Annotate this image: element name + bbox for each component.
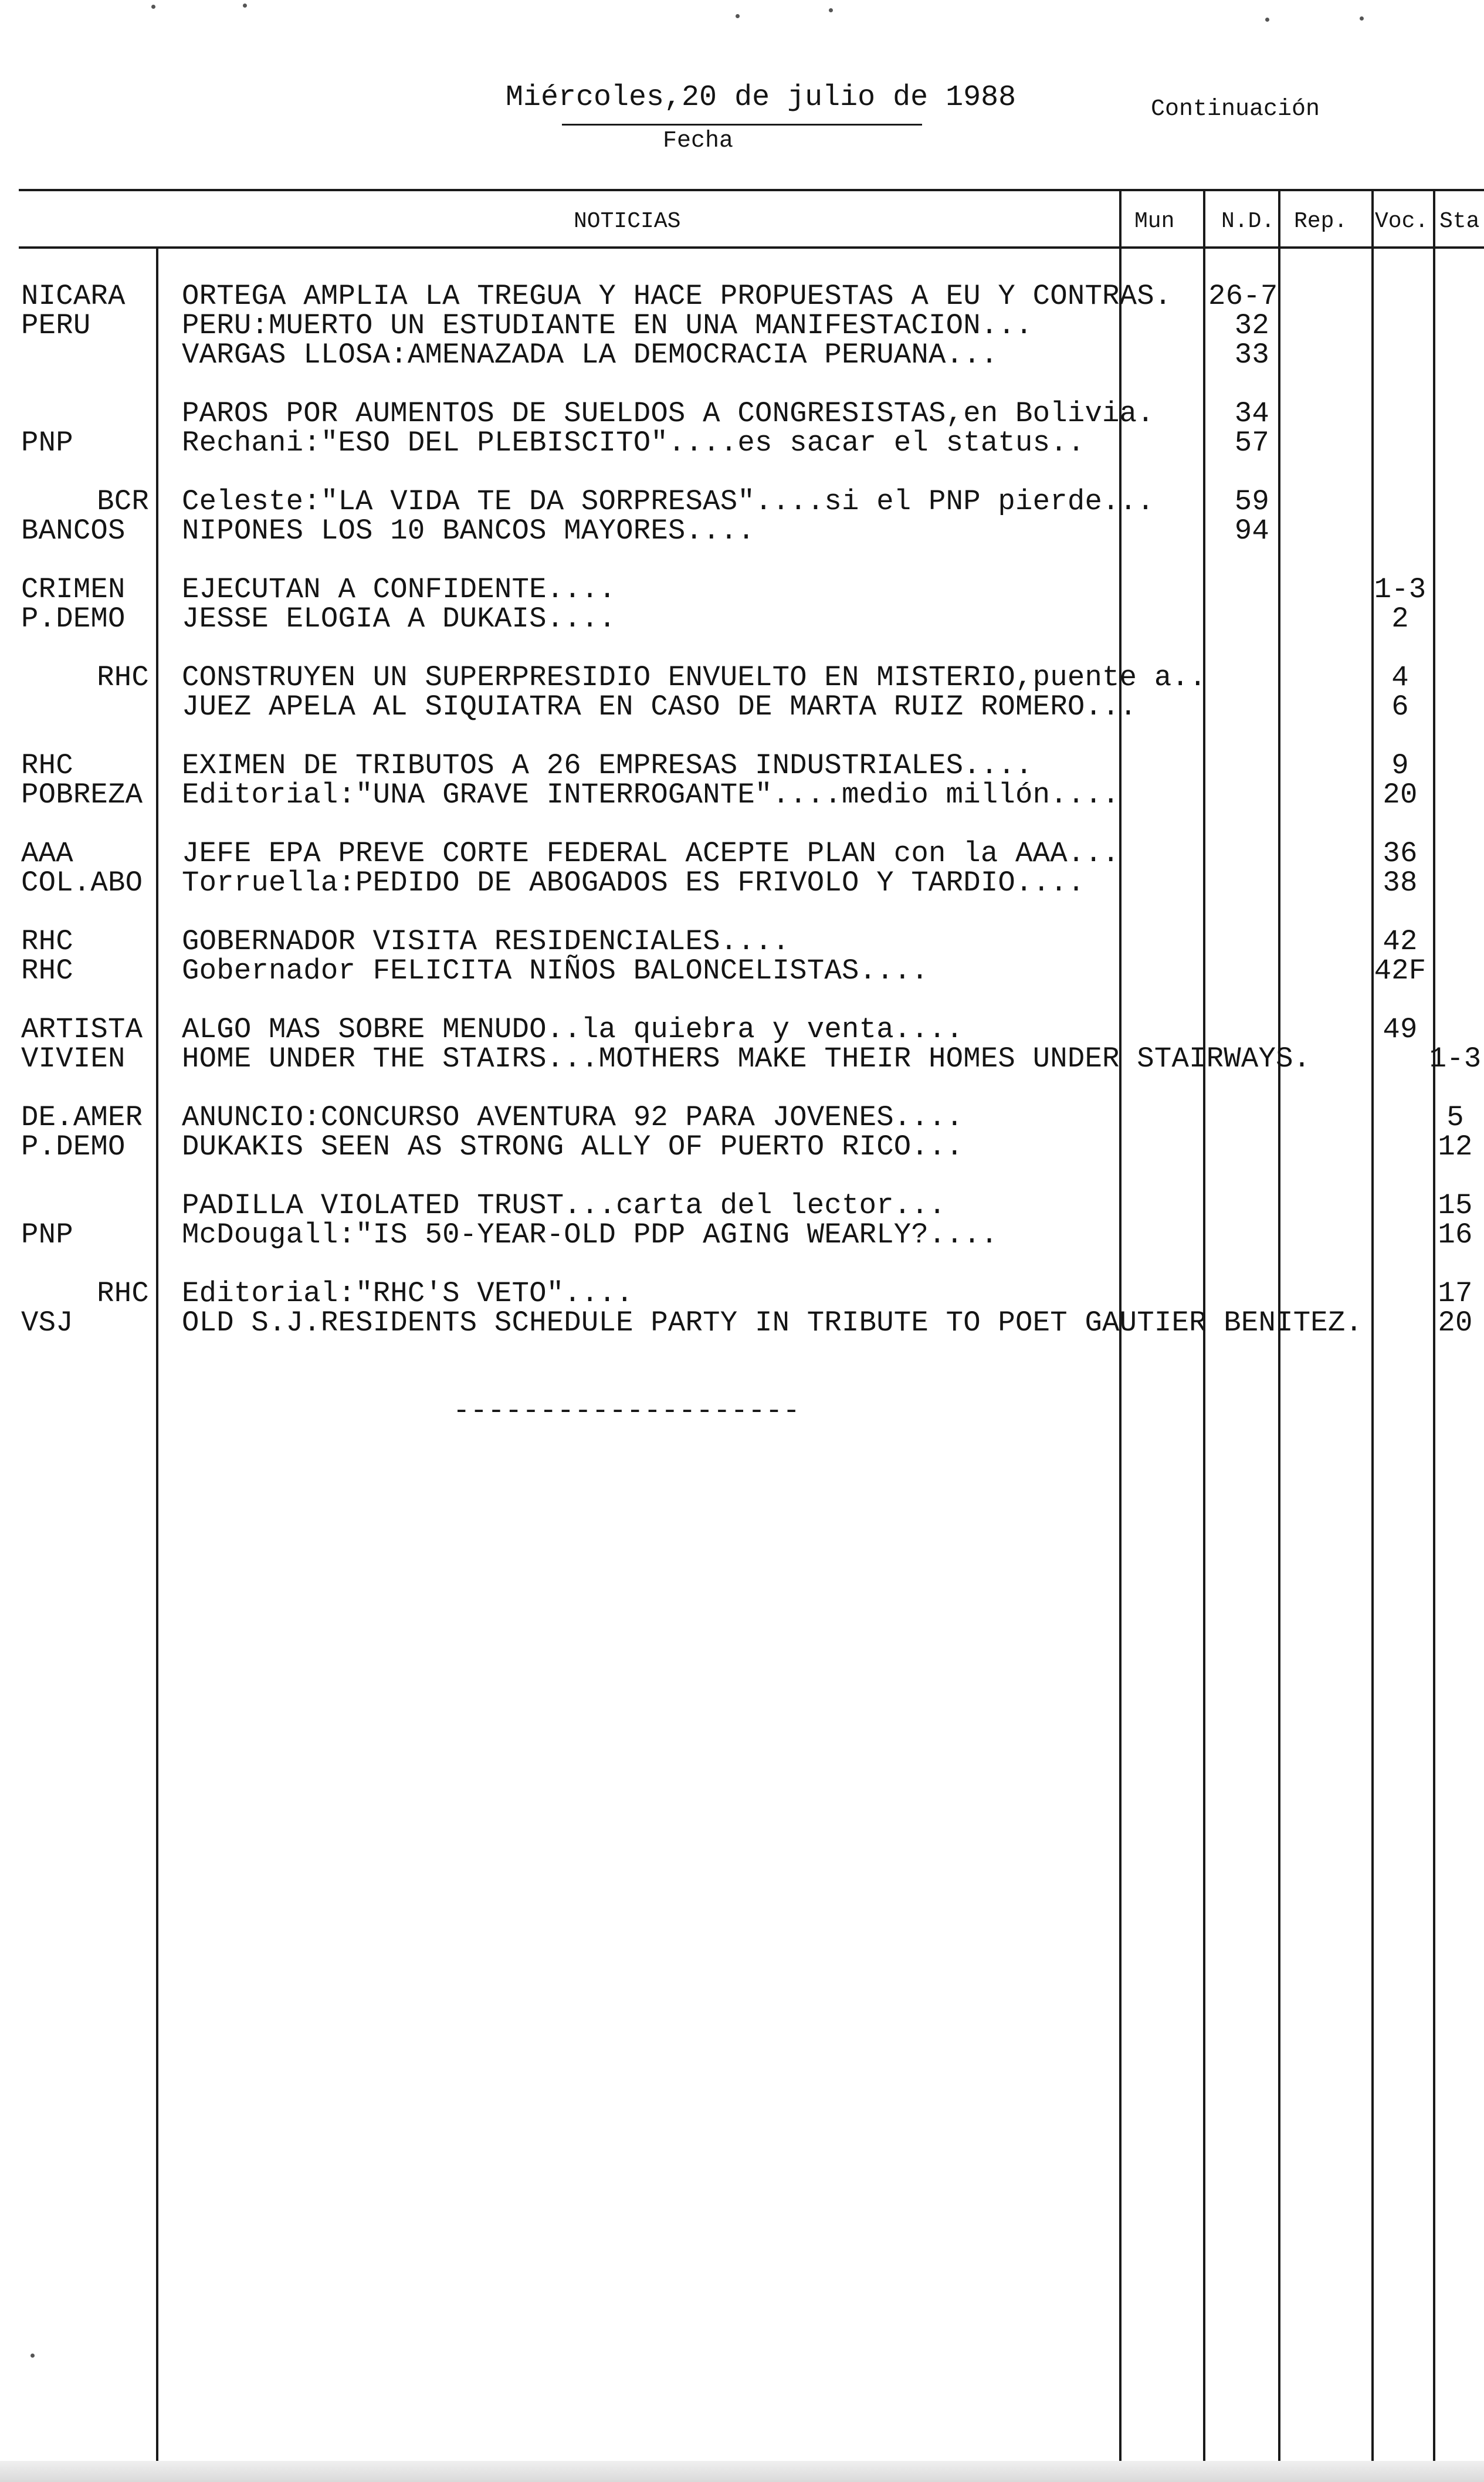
row-headline: Torruella:PEDIDO DE ABOGADOS ES FRIVOLO Y TARDIO.... bbox=[182, 866, 1085, 899]
row-headline: JEFE EPA PREVE CORTE FEDERAL ACEPTE PLAN con la AAA... bbox=[182, 837, 1120, 870]
row-category: DE.AMER bbox=[21, 1101, 143, 1134]
row-headline: ORTEGA AMPLIA LA TREGUA Y HACE PROPUESTAS A EU Y CONTRAS. bbox=[182, 280, 1172, 313]
page-date: Miércoles,20 de julio de 1988 bbox=[506, 81, 1017, 114]
row-nd-page: 94 bbox=[1234, 514, 1269, 547]
row-sta-page bbox=[1429, 868, 1482, 898]
row-nd-page bbox=[1208, 1044, 1269, 1074]
row-sta-page bbox=[1429, 839, 1482, 868]
row-nd-page bbox=[1208, 927, 1269, 956]
row-category: PERU bbox=[21, 309, 91, 342]
row-voc-page bbox=[1374, 311, 1427, 340]
scan-speck bbox=[1265, 18, 1269, 22]
row-nd-page bbox=[1208, 839, 1269, 868]
end-separator: -------------------- bbox=[453, 1394, 801, 1427]
row-sta-page: 17 bbox=[1438, 1277, 1473, 1310]
voc-header: Voc. bbox=[1375, 209, 1429, 234]
row-category: CRIMEN bbox=[21, 573, 126, 606]
scan-bottom-edge bbox=[0, 2461, 1484, 2482]
row-sta-page bbox=[1429, 1015, 1482, 1044]
row-headline: JUEZ APELA AL SIQUIATRA EN CASO DE MARTA RUIZ ROMERO... bbox=[182, 690, 1137, 723]
row-category: COL.ABO bbox=[21, 866, 143, 899]
row-headline: ALGO MAS SOBRE MENUDO..la quiebra y venta.... bbox=[182, 1013, 964, 1046]
row-sta-page bbox=[1429, 751, 1482, 780]
table-top-rule bbox=[19, 189, 1484, 191]
row-category: AAA bbox=[21, 837, 73, 870]
row-category: P.DEMO bbox=[21, 602, 126, 635]
row-voc-page bbox=[1374, 516, 1427, 546]
row-nd-page bbox=[1208, 1132, 1269, 1162]
row-headline: Editorial:"RHC'S VETO".... bbox=[182, 1277, 633, 1310]
row-sta-page bbox=[1429, 428, 1482, 458]
row-sta-page bbox=[1429, 282, 1482, 311]
row-category: POBREZA bbox=[21, 778, 143, 811]
mun-header: Mun bbox=[1134, 209, 1175, 234]
scan-speck bbox=[243, 4, 247, 8]
category-column-rule bbox=[156, 246, 158, 2482]
row-headline: Rechani:"ESO DEL PLEBISCITO"....es sacar el status.. bbox=[182, 426, 1085, 459]
row-voc-page: 6 bbox=[1391, 690, 1409, 723]
row-nd-page bbox=[1208, 1220, 1269, 1250]
row-headline: NIPONES LOS 10 BANCOS MAYORES.... bbox=[182, 514, 755, 547]
row-sta-page bbox=[1429, 692, 1482, 722]
row-headline: EXIMEN DE TRIBUTOS A 26 EMPRESAS INDUSTRIALES.... bbox=[182, 749, 1033, 782]
row-category: PNP bbox=[21, 426, 73, 459]
row-voc-page: 2 bbox=[1391, 602, 1409, 635]
table-header-rule bbox=[19, 246, 1484, 249]
row-voc-page bbox=[1374, 1191, 1427, 1220]
row-voc-page: 20 bbox=[1383, 778, 1418, 811]
row-sta-page: 5 bbox=[1446, 1101, 1464, 1134]
row-nd-page bbox=[1208, 868, 1269, 898]
row-nd-page bbox=[1208, 1103, 1269, 1132]
row-sta-page bbox=[1429, 340, 1482, 370]
row-category bbox=[21, 1191, 149, 1220]
continuation-label: Continuación bbox=[1151, 96, 1320, 123]
row-category: VSJ bbox=[21, 1306, 73, 1339]
row-sta-page: 15 bbox=[1438, 1189, 1473, 1222]
row-voc-page: 36 bbox=[1383, 837, 1418, 870]
row-nd-page bbox=[1208, 692, 1269, 722]
row-headline: PAROS POR AUMENTOS DE SUELDOS A CONGRESISTAS,en Bolivia. bbox=[182, 397, 1154, 430]
row-nd-page bbox=[1208, 1308, 1269, 1337]
row-voc-page: 42F bbox=[1374, 954, 1427, 987]
row-category: BANCOS bbox=[21, 514, 126, 547]
row-nd-page bbox=[1208, 663, 1269, 692]
row-sta-page: 12 bbox=[1438, 1130, 1473, 1163]
row-nd-page bbox=[1208, 780, 1269, 810]
row-headline: VARGAS LLOSA:AMENAZADA LA DEMOCRACIA PERUANA... bbox=[182, 338, 998, 371]
row-voc-page bbox=[1374, 428, 1427, 458]
row-nd-page: 57 bbox=[1234, 426, 1269, 459]
row-voc-page bbox=[1374, 487, 1427, 516]
row-category: NICARA bbox=[21, 280, 126, 313]
row-voc-page: 42 bbox=[1383, 925, 1418, 958]
row-headline: OLD S.J.RESIDENTS SCHEDULE PARTY IN TRIBUTE TO POET GAUTIER BENITEZ. bbox=[182, 1306, 1363, 1339]
row-sta-page: 16 bbox=[1438, 1218, 1473, 1251]
row-sta-page: 1-3 bbox=[1429, 1042, 1482, 1075]
row-voc-page: 4 bbox=[1391, 661, 1409, 694]
row-sta-page bbox=[1429, 780, 1482, 810]
row-voc-page: 49 bbox=[1383, 1013, 1418, 1046]
row-category: P.DEMO bbox=[21, 1130, 126, 1163]
row-headline: ANUNCIO:CONCURSO AVENTURA 92 PARA JOVENES.... bbox=[182, 1101, 964, 1134]
row-voc-page bbox=[1374, 1279, 1427, 1308]
row-voc-page bbox=[1374, 1220, 1427, 1250]
row-nd-page bbox=[1208, 956, 1269, 986]
row-sta-page bbox=[1429, 604, 1482, 634]
row-category: BCR bbox=[97, 485, 149, 518]
row-headline: PADILLA VIOLATED TRUST...carta del lector... bbox=[182, 1189, 946, 1222]
noticias-header: NOTICIAS bbox=[574, 209, 681, 234]
row-voc-page: 38 bbox=[1383, 866, 1418, 899]
row-sta-page bbox=[1429, 516, 1482, 546]
row-category bbox=[21, 340, 149, 370]
row-voc-page bbox=[1374, 1044, 1427, 1074]
date-caption: Fecha bbox=[663, 128, 734, 154]
row-category: RHC bbox=[21, 954, 73, 987]
row-headline: DUKAKIS SEEN AS STRONG ALLY OF PUERTO RICO... bbox=[182, 1130, 964, 1163]
row-headline: McDougall:"IS 50-YEAR-OLD PDP AGING WEARLY?.... bbox=[182, 1218, 998, 1251]
row-category bbox=[21, 399, 149, 428]
row-headline: PERU:MUERTO UN ESTUDIANTE EN UNA MANIFESTACION... bbox=[182, 309, 1033, 342]
row-category: RHC bbox=[21, 925, 73, 958]
row-voc-page: 9 bbox=[1391, 749, 1409, 782]
nd-header: N.D. bbox=[1221, 209, 1275, 234]
row-voc-page bbox=[1374, 1308, 1427, 1337]
row-sta-page bbox=[1429, 487, 1482, 516]
row-headline: Gobernador FELICITA NIÑOS BALONCELISTAS.... bbox=[182, 954, 929, 987]
row-category: ARTISTA bbox=[21, 1013, 143, 1046]
scan-speck bbox=[829, 8, 833, 12]
row-nd-page: 32 bbox=[1234, 309, 1269, 342]
row-sta-page bbox=[1429, 399, 1482, 428]
row-headline: EJECUTAN A CONFIDENTE.... bbox=[182, 573, 616, 606]
row-category: RHC bbox=[97, 1277, 149, 1310]
row-voc-page bbox=[1374, 282, 1427, 311]
row-category: RHC bbox=[97, 661, 149, 694]
row-category bbox=[21, 692, 149, 722]
row-sta-page: 20 bbox=[1438, 1306, 1473, 1339]
row-voc-page bbox=[1374, 1103, 1427, 1132]
row-headline: JESSE ELOGIA A DUKAIS.... bbox=[182, 602, 616, 635]
row-nd-page: 34 bbox=[1234, 397, 1269, 430]
row-nd-page bbox=[1208, 575, 1269, 604]
row-voc-page bbox=[1374, 399, 1427, 428]
date-underline bbox=[562, 124, 922, 126]
row-headline: HOME UNDER THE STAIRS...MOTHERS MAKE THEIR HOMES UNDER STAIRWAYS. bbox=[182, 1042, 1311, 1075]
row-category: VIVIEN bbox=[21, 1042, 126, 1075]
row-headline: Celeste:"LA VIDA TE DA SORPRESAS"....si el PNP pierde... bbox=[182, 485, 1154, 518]
row-nd-page: 59 bbox=[1234, 485, 1269, 518]
row-nd-page: 26-7 bbox=[1208, 280, 1278, 313]
row-headline: Editorial:"UNA GRAVE INTERROGANTE"....medio millón.... bbox=[182, 778, 1120, 811]
row-voc-page bbox=[1374, 340, 1427, 370]
scan-speck bbox=[1360, 16, 1364, 21]
row-nd-page bbox=[1208, 604, 1269, 634]
rep-header: Rep. bbox=[1294, 209, 1348, 234]
row-sta-page bbox=[1429, 575, 1482, 604]
scan-speck bbox=[31, 2354, 35, 2358]
row-sta-page bbox=[1429, 927, 1482, 956]
row-nd-page bbox=[1208, 1015, 1269, 1044]
row-nd-page bbox=[1208, 751, 1269, 780]
row-category: PNP bbox=[21, 1218, 73, 1251]
row-voc-page: 1-3 bbox=[1374, 573, 1427, 606]
row-nd-page: 33 bbox=[1234, 338, 1269, 371]
sta-header: Sta bbox=[1439, 209, 1480, 234]
row-nd-page bbox=[1208, 1191, 1269, 1220]
row-headline: CONSTRUYEN UN SUPERPRESIDIO ENVUELTO EN MISTERIO,puente a.. bbox=[182, 661, 1207, 694]
scan-speck bbox=[151, 5, 155, 9]
row-voc-page bbox=[1374, 1132, 1427, 1162]
row-headline: GOBERNADOR VISITA RESIDENCIALES.... bbox=[182, 925, 790, 958]
row-sta-page bbox=[1429, 956, 1482, 986]
row-nd-page bbox=[1208, 1279, 1269, 1308]
row-sta-page bbox=[1429, 663, 1482, 692]
row-category: RHC bbox=[21, 749, 73, 782]
scan-speck bbox=[736, 14, 740, 18]
row-sta-page bbox=[1429, 311, 1482, 340]
